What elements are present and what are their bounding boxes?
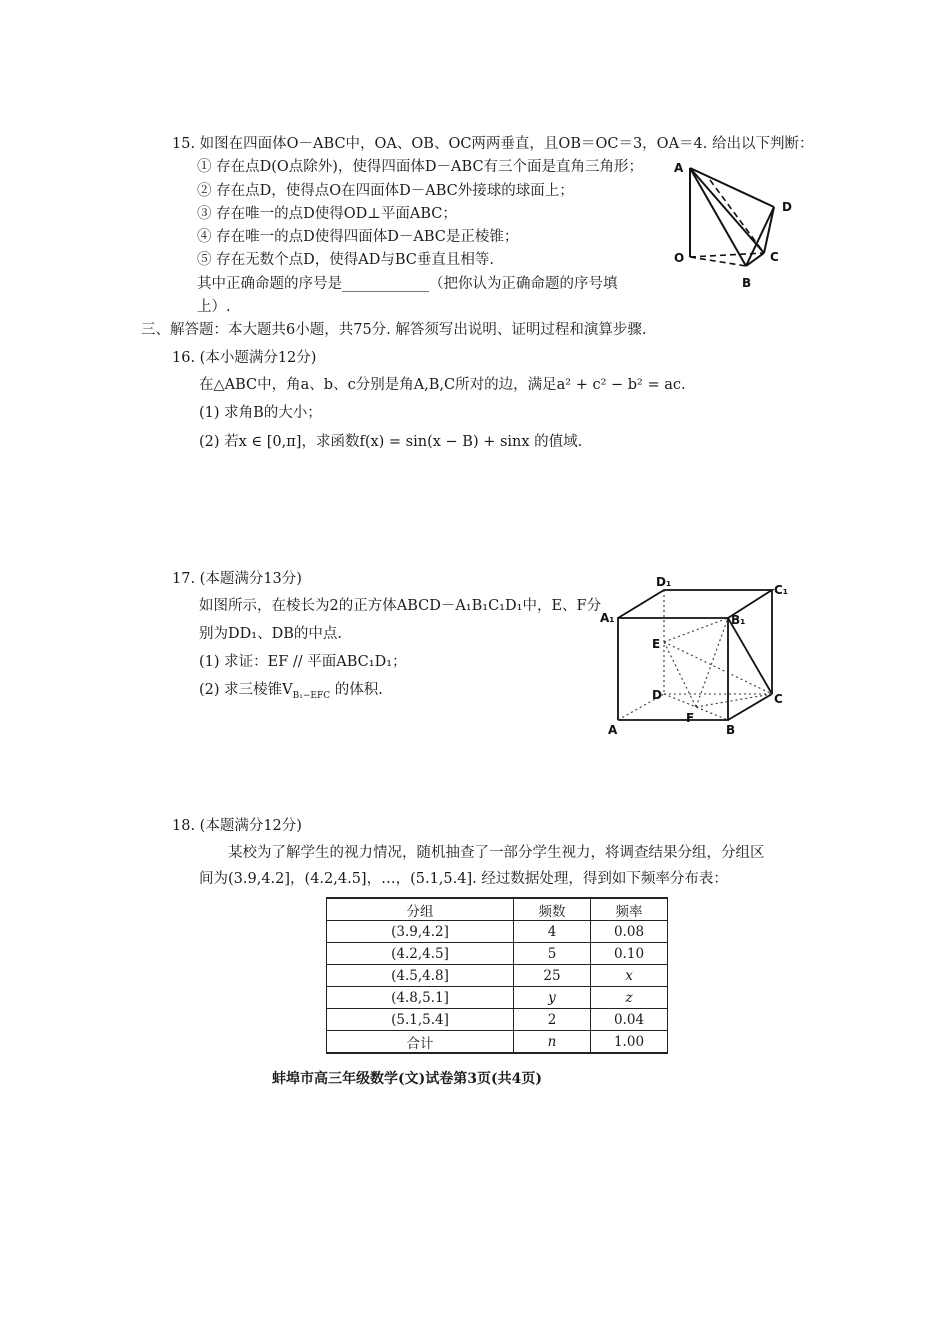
label-C1: C₁: [774, 583, 789, 597]
table-cell: 合计: [327, 1031, 514, 1054]
label-B: B: [726, 723, 736, 737]
top-face-edges: [618, 590, 772, 618]
q18-line1: 某校为了解学生的视力情况，随机抽查了一部分学生视力，将调查结果分组，分组区: [228, 845, 765, 861]
page-footer: 蚌埠市高三年级数学(文)试卷第3页(共4页): [272, 1071, 542, 1087]
q17-title: 17. (本题满分13分): [172, 571, 302, 587]
edge-AB: [690, 168, 746, 266]
table-cell: (5.1,5.4]: [327, 1009, 514, 1031]
table-row: [327, 987, 668, 1009]
table-cell: (3.9,4.2]: [327, 921, 514, 943]
section3-heading: 三、解答题：本大题共6小题，共75分. 解答须写出说明、证明过程和演算步骤.: [141, 322, 647, 338]
label-B1: B₁: [731, 613, 746, 627]
q17-line2: 别为DD₁、DB的中点.: [199, 626, 342, 642]
seg-EF: [664, 642, 696, 707]
q16-part2: (2) 若x ∈ [0,π]，求函数f(x) = sin(x − B) + sinx 的值域.: [199, 434, 583, 450]
label-B: B: [742, 276, 752, 290]
table-cell: 25: [514, 965, 591, 987]
q15-stem: 15. 如图在四面体O－ABC中，OA、OB、OC两两垂直，且OB＝OC＝3，OA＝4. 给出以下判断：: [172, 136, 814, 152]
edge-B1C: [728, 618, 772, 694]
edge-AC: [690, 168, 764, 253]
q18-title: 18. (本题满分12分): [172, 818, 302, 834]
label-C: C: [774, 692, 783, 706]
table-row: [327, 921, 668, 943]
label-D: D: [782, 200, 792, 214]
table-cell: 1.00: [591, 1031, 668, 1054]
edge-OC: [690, 253, 764, 257]
q16-part1: (1) 求角B的大小；: [199, 405, 322, 421]
edge-OB: [690, 257, 746, 266]
label-E: E: [652, 637, 661, 651]
label-D: D: [652, 688, 662, 702]
table-cell: 2: [514, 1009, 591, 1031]
table-cell: 0.08: [591, 921, 668, 943]
q17-part2-text: (2) 求三棱锥V: [199, 682, 293, 698]
edge-DC: [764, 207, 774, 253]
table-cell: (4.5,4.8]: [327, 965, 514, 987]
q17-part2-subscript: B₁−EFC: [292, 690, 331, 701]
table-row: [327, 965, 668, 987]
table-cell: 4: [514, 921, 591, 943]
seg-EC: [664, 642, 772, 694]
label-O: O: [674, 251, 685, 265]
q15-answer-prompt-cont: 上）.: [197, 299, 231, 315]
q15-answer-prompt: 其中正确命题的序号是____________（把你认为正确命题的序号填: [197, 276, 618, 292]
table-header-row: [327, 898, 668, 921]
q15-option-4: ④ 存在唯一的点D使得四面体D－ABC是正棱锥；: [197, 229, 519, 245]
label-D1: D₁: [656, 575, 672, 589]
q17-part1: (1) 求证：EF // 平面ABC₁D₁；: [199, 654, 407, 670]
q18-line2: 间为(3.9,4.2]，(4.2,4.5]，…，(5.1,5.4]. 经过数据处理，得到如下频率分布表：: [199, 871, 728, 887]
q15-option-5: ⑤ 存在无数个点D，使得AD与BC垂直且相等.: [197, 252, 494, 268]
q15-option-2: ② 存在点D，使得点O在四面体D－ABC外接球的球面上；: [197, 183, 574, 199]
q15-option-3: ③ 存在唯一的点D使得OD⊥平面ABC；: [197, 206, 457, 222]
label-A: A: [674, 161, 684, 175]
table-row: [327, 1009, 668, 1031]
table-cell: 0.10: [591, 943, 668, 965]
table-cell: 0.04: [591, 1009, 668, 1031]
label-C: C: [770, 250, 779, 264]
label-F: F: [686, 711, 695, 725]
edge-BC: [728, 694, 772, 720]
frequency-table: [326, 897, 668, 1054]
seg-EB1: [664, 618, 728, 642]
label-A: A: [608, 723, 618, 737]
q16-stem: 在△ABC中，角a、b、c分别是角A,B,C所对的边，满足a² + c² − b² = ac.: [199, 377, 686, 393]
table-cell: (4.2,4.5]: [327, 943, 514, 965]
table-cell: n: [514, 1031, 591, 1054]
table-cell: z: [591, 987, 668, 1009]
q17-cube-figure: [598, 572, 798, 742]
table-total-row: [327, 1031, 668, 1054]
q15-option-1: ① 存在点D(O点除外)，使得四面体D－ABC有三个面是直角三角形；: [197, 159, 644, 175]
table-cell: (4.8,5.1]: [327, 987, 514, 1009]
header-count: 频数: [514, 898, 591, 921]
table-cell: 5: [514, 943, 591, 965]
q15-tetrahedron-figure: [668, 150, 798, 295]
table-cell: x: [591, 965, 668, 987]
table-row: [327, 943, 668, 965]
header-frequency: 频率: [591, 898, 668, 921]
q17-part2: [199, 680, 383, 706]
q17-line1: 如图所示，在棱长为2的正方体ABCD－A₁B₁C₁D₁中，E、F分: [199, 598, 602, 614]
table-cell: y: [514, 987, 591, 1009]
q16-title: 16. (本小题满分12分): [172, 350, 317, 366]
label-A1: A₁: [600, 611, 615, 625]
edge-AD: [690, 168, 774, 207]
header-group: 分组: [327, 898, 514, 921]
q17-part2-end: 的体积.: [330, 682, 383, 698]
